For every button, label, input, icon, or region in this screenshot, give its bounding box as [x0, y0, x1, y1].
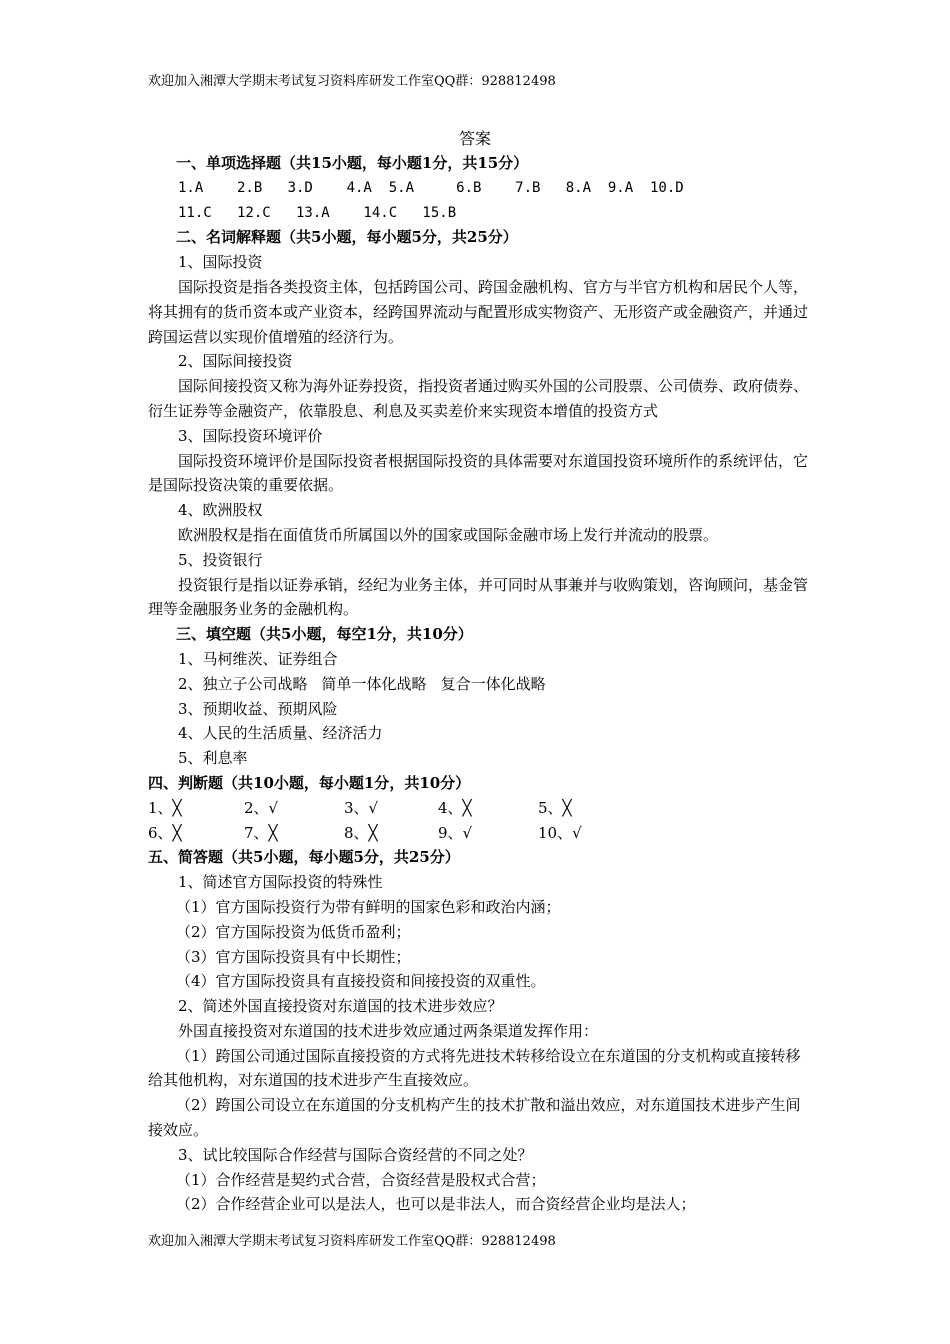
section-5-heading: 五、简答题（共5小题，每小题5分，共25分） [148, 848, 460, 867]
section-2-heading: 二、名词解释题（共5小题，每小题5分，共25分） [176, 228, 518, 247]
term-5-definition: 投资银行是指以证券承销，经纪为业务主体，并可同时从事兼并与收购策划，咨询顾问，基金管理等金融服务业务的金融机构。 [148, 575, 809, 619]
term-1-definition: 国际投资是指各类投资主体，包括跨国公司、跨国金融机构、官方与半官方机构和居民个人等，将其拥有的货币资本或产业资本，经跨国界流动与配置形成实物资产、无形资产或金融资产，并通过跨国运营以实现价值增殖的经济行为。 [148, 277, 809, 346]
question-3-point-1: （1）合作经营是契约式合营，合资经营是股权式合营； [176, 1170, 546, 1189]
page-title: 答案 [458, 129, 491, 148]
judgment-row-2 [148, 821, 810, 846]
question-2-intro: 外国直接投资对东道国的技术进步效应通过两条渠道发挥作用： [178, 1021, 599, 1040]
fill-answer-5: 5、利息率 [178, 749, 248, 768]
question-1-point-2: （2）官方国际投资为低货币盈利； [176, 922, 411, 941]
section-1-heading: 一、单项选择题（共15小题，每小题1分，共15分） [176, 154, 529, 172]
judgment-8: 8、╳ [344, 823, 378, 842]
question-3-point-2: （2）合作经营企业可以是法人，也可以是非法人，而合资经营企业均是法人； [176, 1195, 696, 1214]
judgment-6: 6、╳ [148, 823, 182, 842]
term-5: 5、投资银行 [178, 550, 263, 569]
fill-answer-2b: 简单一体化战略 [321, 674, 427, 693]
fill-answer-3: 3、预期收益、预期风险 [178, 699, 338, 718]
judgment-4: 4、╳ [438, 798, 472, 817]
judgment-10: 10、√ [538, 823, 582, 842]
term-3: 3、国际投资环境评价 [178, 426, 323, 445]
judgment-9: 9、√ [438, 823, 473, 842]
fill-answer-2c: 复合一体化战略 [440, 674, 546, 693]
term-4: 4、欧洲股权 [178, 501, 263, 520]
fill-answer-1: 1、马柯维茨、证券组合 [178, 649, 338, 668]
page-footer: 欢迎加入湘潭大学期末考试复习资料库研发工作室QQ群：928812498 [148, 1234, 556, 1249]
judgment-3: 3、√ [344, 798, 379, 817]
term-1: 1、国际投资 [178, 253, 263, 272]
question-2-point-1: （1）跨国公司通过国际直接投资的方式将先进技术转移给设立在东道国的分支机构或直接转移给其他机构，对东道国的技术进步产生直接效应。 [148, 1046, 801, 1090]
term-4-definition: 欧洲股权是指在面值货币所属国以外的国家或国际金融市场上发行并流动的股票。 [178, 525, 719, 544]
judgment-row-1 [148, 796, 810, 821]
fill-answer-4: 4、人民的生活质量、经济活力 [178, 724, 383, 743]
question-1: 1、简述官方国际投资的特殊性 [178, 873, 383, 892]
term-2-definition: 国际间接投资又称为海外证券投资，指投资者通过购买外国的公司股票、公司债券、政府债券、衍生证券等金融资产，依靠股息、利息及买卖差价来实现资本增值的投资方式 [148, 377, 809, 420]
fill-answer-2 [178, 672, 810, 697]
page-header: 欢迎加入湘潭大学期末考试复习资料库研发工作室QQ群：928812498 [148, 74, 556, 89]
term-3-definition: 国际投资环境评价是国际投资者根据国际投资的具体需要对东道国投资环境所作的系统评估，它是国际投资决策的重要依据。 [148, 451, 809, 495]
question-1-point-4: （4）官方国际投资具有直接投资和间接投资的双重性。 [176, 972, 546, 991]
term-2: 2、国际间接投资 [178, 352, 293, 371]
judgment-1: 1、╳ [148, 798, 182, 817]
fill-answer-2a: 2、独立子公司战略 [178, 674, 308, 693]
judgment-5: 5、╳ [538, 798, 572, 817]
section-4-heading: 四、判断题（共10小题，每小题1分，共10分） [148, 773, 471, 792]
mcq-answers-row-1: 1.A 2.B 3.D 4.A 5.A 6.B 7.B 8.A 9.A 10.D [178, 179, 684, 196]
judgment-7: 7、╳ [244, 823, 278, 842]
mcq-answers-row-2: 11.C 12.C 13.A 14.C 15.B [178, 204, 457, 221]
question-1-point-3: （3）官方国际投资具有中长期性； [176, 947, 411, 966]
question-2-point-2: （2）跨国公司设立在东道国的分支机构产生的技术扩散和溢出效应，对东道国技术进步产生间接效应。 [148, 1096, 801, 1140]
answer-body [148, 151, 810, 1217]
question-3: 3、试比较国际合作经营与国际合资经营的不同之处？ [178, 1145, 533, 1164]
section-3-heading: 三、填空题（共5小题，每空1分，共10分） [176, 625, 473, 644]
judgment-2: 2、√ [244, 798, 279, 817]
question-1-point-1: （1）官方国际投资行为带有鲜明的国家色彩和政治内涵； [176, 897, 561, 916]
question-2: 2、简述外国直接投资对东道国的技术进步效应？ [178, 997, 503, 1016]
